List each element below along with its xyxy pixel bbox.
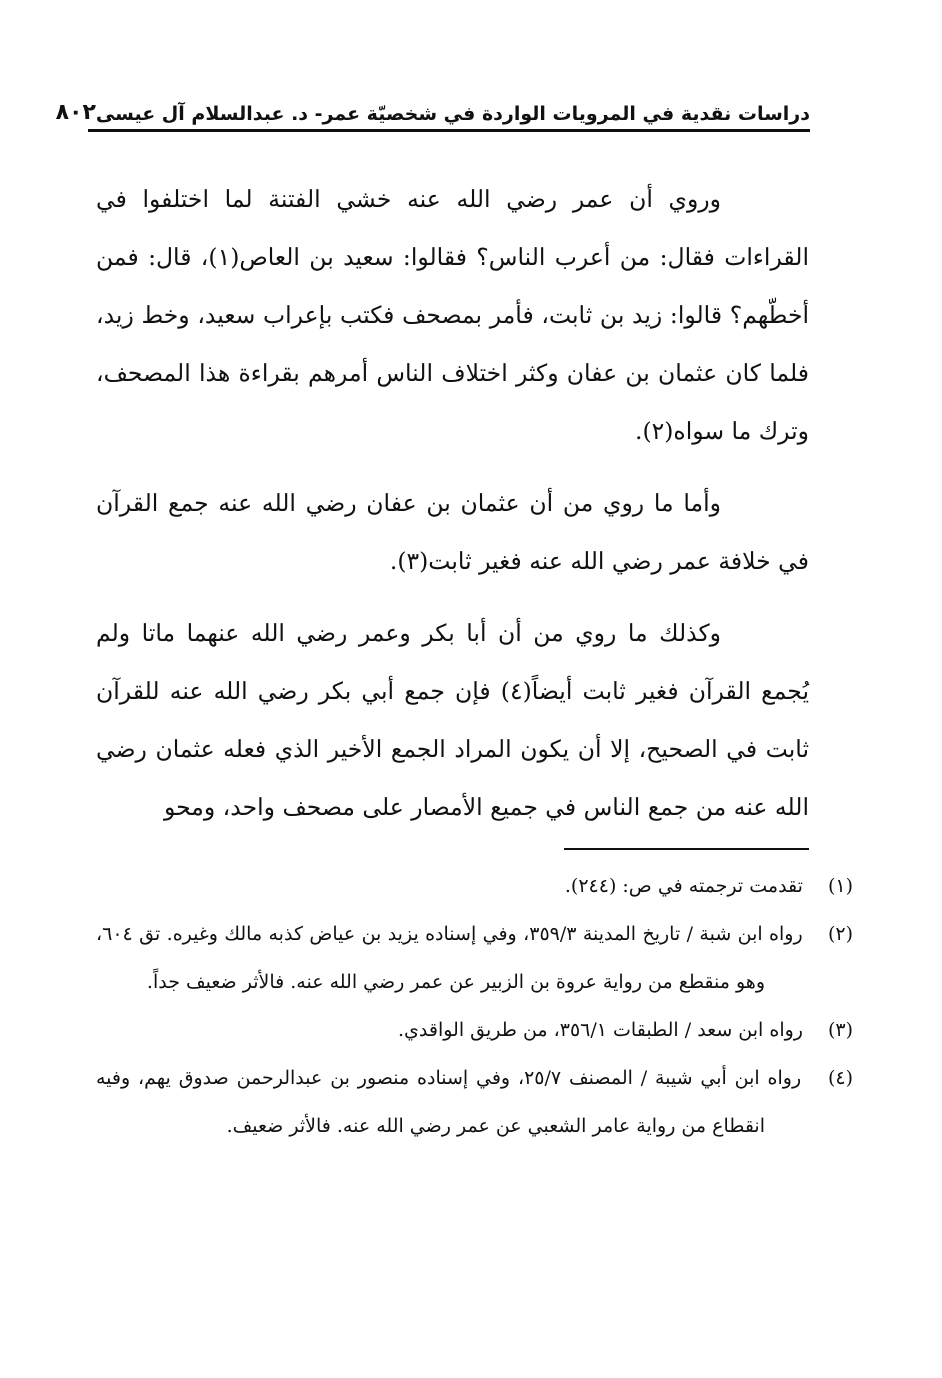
paragraph: وكذلك ما روي من أن أبا بكر وعمر رضي الله عنهما ماتا ولم يُجمع القرآن فغير ثابت أيضاً(٤) فإن جمع أبي بكر رضي الله عنه للقرآن ثابت في الصحيح، إلا أن يكون المراد الجمع الأخير الذي فعله عثمان رضي الله عنه من جمع الناس في جميع الأمصار على مصحف واحد، ومحو [96,619,809,821]
footnote-text: تقدمت ترجمته في ص: (٢٤٤). [564,875,803,897]
footnote-text: رواه ابن أبي شيبة / المصنف ٢٥/٧، وفي إسناده منصور بن عبدالرحمن صدوق يهم، وفيه انقطاع من رواية عامر الشعبي عن عمر رضي الله عنه. فالأثر ضعيف. [96,1067,802,1137]
paragraph: وأما ما روي من أن عثمان بن عفان رضي الله عنه جمع القرآن في خلافة عمر رضي الله عنه فغير ثابت(٣). [96,489,809,575]
paragraph: وروي أن عمر رضي الله عنه خشي الفتنة لما اختلفوا في القراءات فقال: من أعرب الناس؟ فقالوا: سعيد بن العاص(١)، قال: فمن أخطّهم؟ قالوا: زيد بن ثابت، فأمر بمصحف فكتب بإعراب سعيد، وخط زيد، فلما كان عثمان بن عفان وكثر اختلاف الناس أمرهم بقراءة هذا المصحف، وترك ما سواه(٢). [96,185,809,445]
page-number: ٨٠٢ [55,100,96,125]
footnote-separator [564,848,809,850]
footnote-text: رواه ابن سعد / الطبقات ٣٥٦/١، من طريق الواقدي. [398,1019,803,1041]
footnote: (٣) رواه ابن سعد / الطبقات ٣٥٦/١، من طريق الواقدي. [398,1019,853,1041]
header-title: دراسات نقدية في المرويات الواردة في شخصيّة عمر- د. عبدالسلام آل عيسى [95,103,810,125]
footnote-text: رواه ابن شبة / تاريخ المدينة ٣٥٩/٣، وفي إسناده يزيد بن عياض كذبه مالك وغيره. تق ٦٠٤، وهو منقطع من رواية عروة بن الزبير عن عمر رضي الله عنه. فالأثر ضعيف جداً. [96,923,803,993]
footnote: (٤) رواه ابن أبي شيبة / المصنف ٢٥/٧، وفي إسناده منصور بن عبدالرحمن صدوق يهم، وفيه انقطاع من رواية عامر الشعبي عن عمر رضي الله عنه. فالأثر ضعيف. [96,1067,853,1137]
footnote: (١) تقدمت ترجمته في ص: (٢٤٤). [564,875,853,897]
running-header [55,92,810,132]
footnotes [96,862,854,1150]
footnote: (٢) رواه ابن شبة / تاريخ المدينة ٣٥٩/٣، وفي إسناده يزيد بن عياض كذبه مالك وغيره. تق ٦٠٤، وهو منقطع من رواية عروة بن الزبير عن عمر رضي الله عنه. فالأثر ضعيف جداً. [96,923,854,993]
main-text [96,170,809,850]
